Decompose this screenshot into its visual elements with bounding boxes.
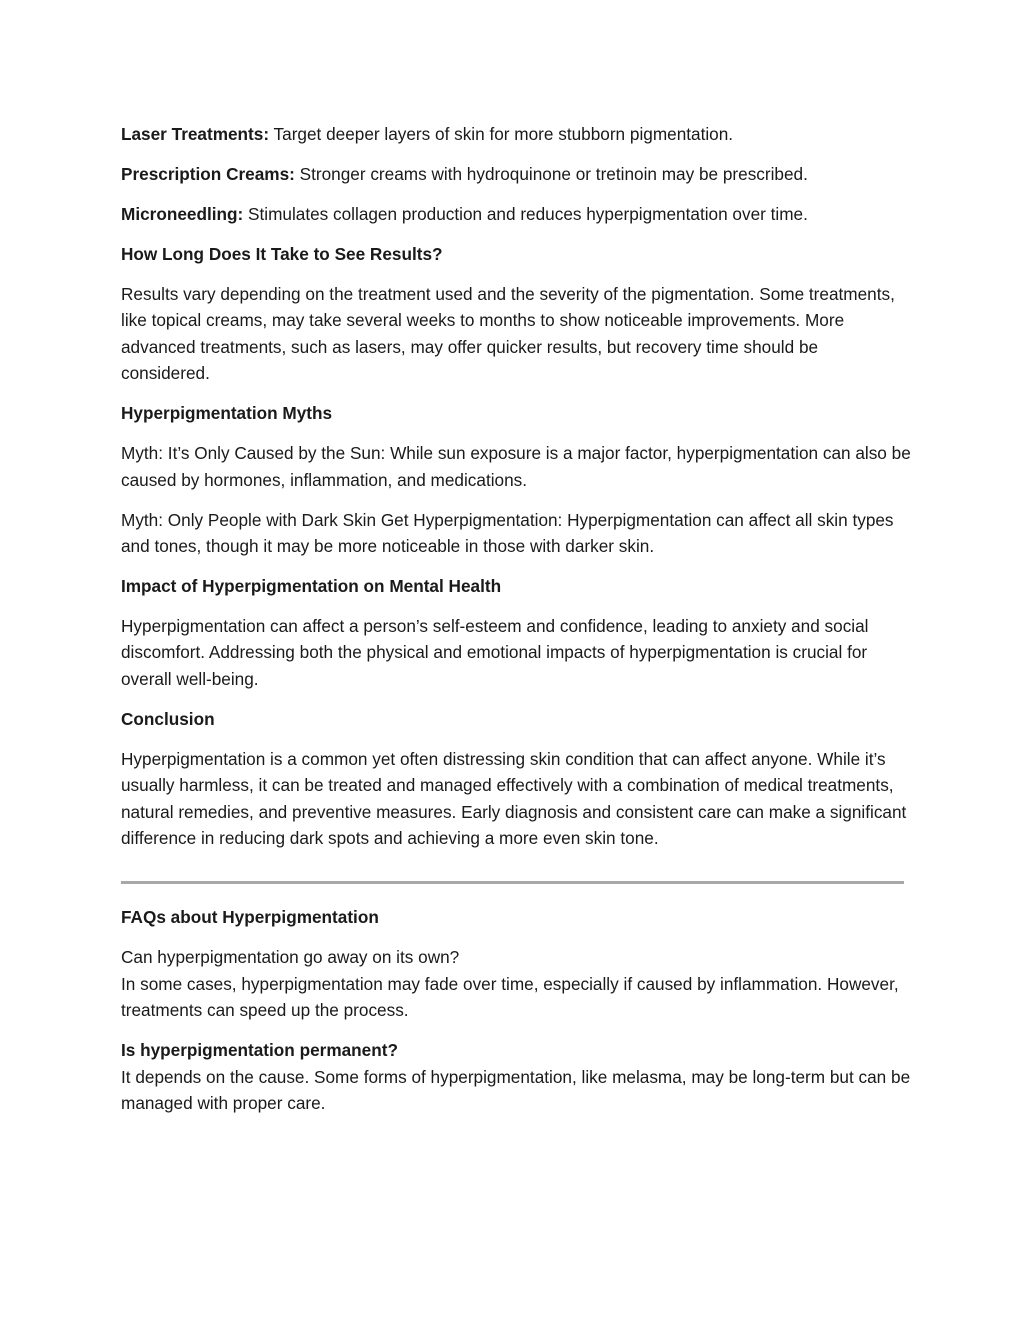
results-body: Results vary depending on the treatment used and the severity of the pigmentation. Some treatments, like topical creams, may take several weeks to months to show noticeable improvements. More advanced treatments, such as lasers, may offer quicker results, but recovery time should be considered. [121,284,895,384]
treatment-term: Microneedling: [121,204,244,224]
section-divider [121,881,904,884]
treatment-term: Laser Treatments: [121,124,270,144]
faq-item [121,944,911,1023]
treatment-microneedling [121,201,911,227]
faq-question: Is hyperpigmentation permanent? [121,1040,398,1061]
treatment-prescription-creams [121,161,911,187]
myth-item-dark-skin: Myth: Only People with Dark Skin Get Hyperpigmentation: Hyperpigmentation can affect all skin types and tones, though it may be more noticeable in those with darker skin. [121,509,894,557]
mental-health-body: Hyperpigmentation can affect a person’s self-esteem and confidence, leading to anxiety and social discomfort. Addressing both the physical and emotional impacts of hyperpigmentation is crucial for overall well-being. [121,616,869,689]
treatment-laser [121,121,911,147]
myths-heading: Hyperpigmentation Myths [121,403,333,424]
conclusion-heading: Conclusion [121,708,215,729]
faq-question: Can hyperpigmentation go away on its own? [121,947,460,968]
results-heading: How Long Does It Take to See Results? [121,244,443,264]
treatment-description: Target deeper layers of skin for more stubborn pigmentation. [273,124,734,144]
document-page [121,121,911,1130]
faq-answer: In some cases, hyperpigmentation may fade over time, especially if caused by inflammation. However, treatments can speed up the process. [121,973,899,1021]
treatment-description: Stronger creams with hydroquinone or tretinoin may be prescribed. [299,164,808,184]
faq-answer: It depends on the cause. Some forms of hyperpigmentation, like melasma, may be long-term but can be managed with proper care. [121,1066,911,1114]
mental-health-heading: Impact of Hyperpigmentation on Mental Health [121,576,502,597]
conclusion-body: Hyperpigmentation is a common yet often distressing skin condition that can affect anyone. While it’s usually harmless, it can be treated and managed effectively with a combination of medical treatments, natural remedies, and preventive measures. Early diagnosis and consistent care can make a significant difference in reducing dark spots and achieving a more even skin tone. [121,748,907,849]
faq-item [121,1037,911,1116]
faqs-heading: FAQs about Hyperpigmentation [121,907,379,928]
treatment-description: Stimulates collagen production and reduces hyperpigmentation over time. [248,204,808,224]
myth-item-sun: Myth: It’s Only Caused by the Sun: While sun exposure is a major factor, hyperpigmentation can also be caused by hormones, inflammation, and medications. [121,443,911,490]
treatment-term: Prescription Creams: [121,164,295,184]
